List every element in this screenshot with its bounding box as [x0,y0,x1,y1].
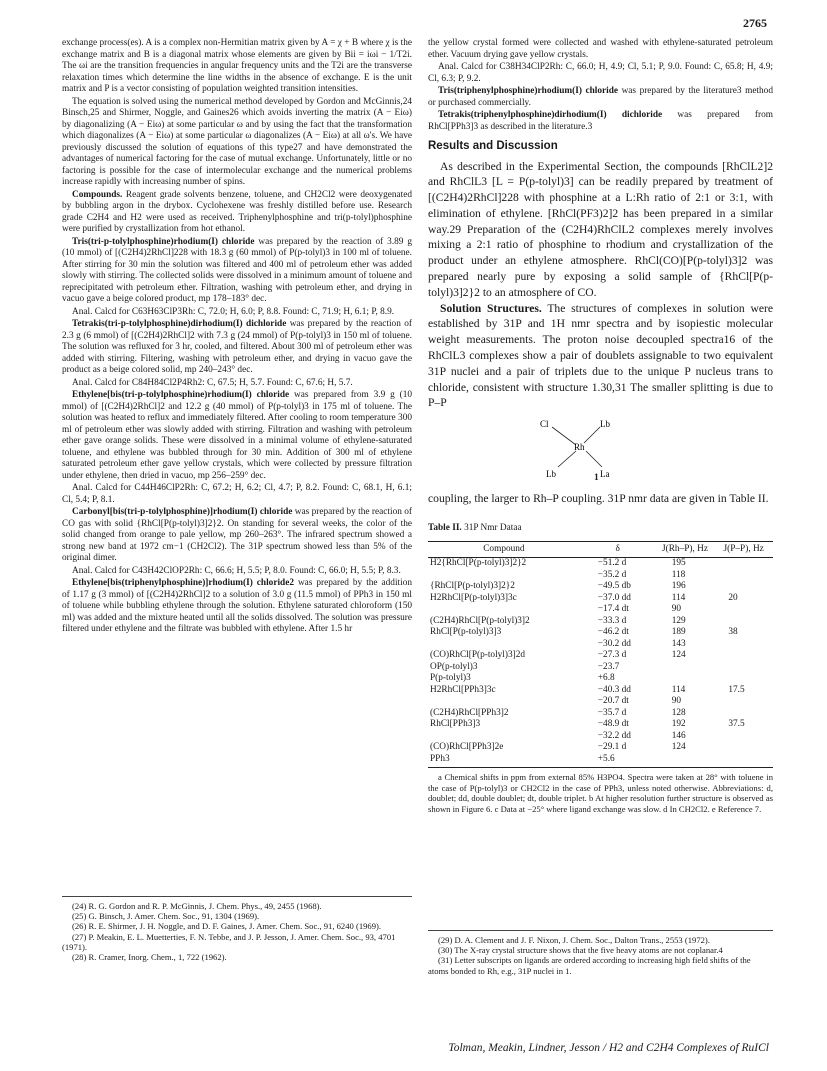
paragraph-text: Anal. Calcd for C84H84Cl2P4Rh2: C, 67.5; H, 5.7. Found: C, 67.6; H, 5.7. [72,377,353,388]
cell-j-pp: 20 [728,592,738,603]
paragraph [62,578,412,636]
cell-compound: RhCl[P(p-tolyl)3]3 [430,627,502,638]
paragraph-text: Anal. Calcd for C63H63ClP3Rh: C, 72.0; H, 6.0; P, 8.8. Found: C, 71.9; H, 6.1; P, 8.9. [72,306,395,317]
cell-delta: −40.3 dd [597,684,631,695]
table-row [428,570,773,582]
cell-j-rhp: 90 [671,604,681,615]
paragraph [62,190,412,236]
cell-j-rhp [656,673,715,685]
paragraph-text: was prepared by the literature3 method or purchased commercially. [428,86,773,108]
cell-j-rhp: 124 [671,650,686,661]
cell-j-rhp: 90 [671,696,681,707]
cell-j-rhp: 114 [671,592,686,603]
table-row [428,639,773,651]
paragraph [62,38,412,96]
cell-j-rhp [656,754,715,768]
structure-1-diagram [428,415,773,485]
cell-j-rhp: 143 [671,638,686,649]
table-title: 31P Nmr Dataa [464,523,522,534]
cell-j-pp [714,696,773,708]
cell-j-pp [714,708,773,720]
cell-delta: −48.9 dt [597,719,629,730]
cell-j-pp: 37.5 [728,719,745,730]
section-title: Results and Discussion [428,140,558,152]
cell-compound: (CO)RhCl[P(p-tolyl)3]2d [430,650,526,661]
cell-j-pp [714,616,773,628]
paragraph-subheading: Ethylene[bis(tri-p-tolylphosphine)rhodium(I) chloride [72,390,290,400]
paragraph [428,62,773,85]
running-footer: Tolman, Meakin, Lindner, Jesson / H2 and C2H4 Complexes of RuICl [448,1042,769,1054]
paragraph [62,319,412,377]
cell-compound [428,731,580,743]
cell-j-rhp: 128 [671,707,686,718]
reference-item: (29) D. A. Clement and J. F. Nixon, J. Chem. Soc., Dalton Trans., 2553 (1972). [438,935,710,945]
table-row [428,708,773,720]
table-row [428,593,773,605]
reference-item: (25) G. Binsch, J. Amer. Chem. Soc., 91, 1304 (1969). [72,911,260,922]
cell-delta: +5.6 [580,754,656,768]
references-left [62,896,412,962]
paragraph [428,86,773,109]
reference-item: (26) R. E. Shirmer, J. H. Noggle, and D. F. Gaines, J. Amer. Chem. Soc., 91, 6240 (1969). [72,921,382,932]
paragraph-text: The equation is solved using the numerical method developed by Gordon and McGinnis,24 Binsch,25 and Shirmer, Noggle, and Gaines26 which avoids inverting the matrix (A − Eiω) by diagonalizing (A − Eiω) at some particular ω and by using the fact that the transformation which diagonalizes (A − Eiω) at some particular ω diagonalizes (A − Eiω) at all ω's. We have previously discussed the solution of equations of this type27 and have demonstrated the advantages of numerical factoring for the case of mutual exchange. Unfortunately, little or no factoring is possible for the case of intermolecular exchange and the numerical problems increase rapidly with increasing number of spins. [62,96,412,187]
paragraph-text: Reagent grade solvents benzene, toluene, and CH2Cl2 were deoxygenated by bubbling argon in the drybox. Cyclohexene was freshly distilled before use. Research grade C2H4 and H2 were used as received. Triphenylphosphine and tri(p-tolyl)phosphine were purified by crystallization from hot ethanol. [62,189,412,234]
cell-delta: −35.7 d [597,707,627,718]
paragraph-subheading: Carbonyl[bis(tri-p-tolylphosphine)]rhodium(I) chloride [72,507,293,517]
cell-j-rhp: 114 [671,684,686,695]
col-header-j-pp: J(P–P), Hz [714,541,773,558]
table-row [428,627,773,639]
solution-structures-paragraph [428,301,773,412]
cell-delta: −29.1 d [597,742,627,753]
table-row [428,731,773,743]
cell-compound: (C2H4)RhCl[PPh3]2 [430,707,509,718]
paragraph-subheading: Tetrakis(tri-p-tolylphosphine)dirhodium(I) dichloride [72,319,287,329]
cell-compound: P(p-tolyl)3 [430,673,471,684]
table-row [428,581,773,593]
paragraph [428,38,773,61]
cell-j-rhp: 192 [671,719,686,730]
atom-la: La [600,469,610,480]
cell-compound: OP(p-tolyl)3 [430,661,478,672]
paragraph-text: Anal. Calcd for C44H46ClP2Rh: C, 67.2; H, 6.2; Cl, 4.7; P, 8.2. Found: C, 68.1, H, 6.1; Cl, 5.4; P, 8.1. [62,483,412,505]
solution-structures-text: The structures of complexes in solution were established by 31P and 1H nmr spectra and by isopiestic molecular weight measurements. The proton noise decoupled spectra16 of the RhClL3 complexes show a pair of doublets assignable to two equivalent 31P nuclei and a pair of triplets due to the unique P nucleus trans to chloride, consistent with structure 1.30,31 The smaller splitting is due to P–P [428,301,773,410]
cell-j-pp [714,570,773,582]
solution-structures-heading: Solution Structures. [440,301,542,315]
cell-compound: RhCl[PPh3]3 [430,719,481,730]
cell-compound [428,639,580,651]
cell-compound: (C2H4)RhCl[P(p-tolyl)3]2 [430,615,530,626]
cell-delta: −33.3 d [597,615,627,626]
cell-j-pp [714,650,773,662]
cell-compound: {RhCl[P(p-tolyl)3]2}2 [430,581,515,592]
reference-item: (27) P. Meakin, E. L. Muetterties, F. N. Tebbe, and J. P. Jesson, J. Amer. Chem. Soc., 93, 4701 (1971). [62,931,396,952]
bond-rh-la [586,451,602,467]
right-column-experimental [428,38,773,133]
cell-j-rhp: 195 [671,558,686,569]
paragraph-text: was prepared by the reaction of 2.3 g (6 mmol) of [(C2H4)2RhCl]2 with 7.3 g (24 mmol) of P(p-tolyl)3 in 150 ml of toluene. The solution was refluxed for 3 hr, cooled, and filtered. About 300 ml of petroleum ether was added with stirring. Filtering, washing with petroleum ether, and drying in vacuo gave the product as a beige colored solid, mp 240–243° dec. [62,319,412,375]
cell-compound [428,604,580,616]
cell-j-rhp: 124 [671,742,686,753]
cell-delta: −17.4 dt [597,604,629,615]
cell-delta: −35.2 d [597,569,627,580]
paragraph-text: was prepared from 3.9 g (10 mmol) of [(C2H4)2RhCl]2 and 12.2 g (40 mmol) of P(p-tolyl)3 in 175 ml of toluene. The solution was heated to reflux and immediately filtered. After cooling to room temperature 300 ml of petroleum ether was slowly added with stirring. Filtration and washing with petroleum ether gave orange solids. These were dissolved in a minimal volume of ethylene-saturated toluene, and ethylene was bubbled through for 30 min. Addition of 300 ml of ethylene saturated petroleum ether gave yellow crystals, which were collected by pressure filtration under ethylene, then dried in vacuo, mp 256–259° dec. [62,390,412,481]
paragraph-text: was prepared by the reaction of 3.89 g (10 mmol) of [(C2H4)2RhCl]228 with 18.3 g (60 mmol) of P(p-tolyl)3 in 100 ml of toluene. After stirring for 30 min the solution was filtered and 400 ml of petroleum ether was added slowly with stirring. The collected solids were dissolved in a minimum amount of toluene and reprecipitated with petroleum ether. Filtration, washing with petroleum ether, and drying in vacuo gave a beige colored product, mp 178–183° dec. [62,236,413,304]
discussion-paragraph: As described in the Experimental Section, the compounds [RhClL2]2 and RhClL3 [L = P(p-tolyl)3] can be readily prepared by treatment of [(C2H4)2RhCl]228 with phosphine at a L:Rh ratio of 2:1 or 3:1, with elimination of ethylene. [RhCl(PF3)2]2 has been prepared in a similar way.29 Preparation of the (C2H4)RhClL2 complexes merely involves mixing a 2:1 ratio of phosphine to rhodium and crystallization of the product under an ethylene atmosphere. RhCl(CO)[P(p-tolyl)3]2 was prepared nearly pure by exposing a solid sample of {RhCl[P(p-tolyl)3]2}2 to an atmosphere of CO. [428,159,773,299]
table-row [428,685,773,697]
cell-j-pp: 17.5 [728,684,745,695]
cell-delta: −30.2 dd [597,638,631,649]
paragraph [428,110,773,133]
cell-compound: PPh3 [428,754,580,768]
cell-j-rhp: 146 [671,730,686,741]
atom-lb-bottom: Lb [546,469,556,480]
table-row [428,616,773,628]
cell-j-rhp [656,662,715,674]
cell-j-pp [714,673,773,685]
paragraph-text: was prepared by the reaction of CO gas with solid {RhCl[P(p-tolyl)3]2}2. On standing for several weeks, the color of the solid changed from orange to pale yellow, mp 260–263°. The infrared spectrum showed a strong new band at 1972 cm−1 (CH2Cl2). The 31P spectrum showed less than 5% of the original dimer. [62,507,412,563]
paragraph [62,307,412,319]
table-footnote: a Chemical shifts in ppm from external 85% H3PO4. Spectra were taken at 28° with toluene in the case of P(p-tolyl)3 or CH2Cl2 in the case of PPh3, unless noted otherwise. Abbreviations: d, doublet; dd, double doublet; dt, double triplet. b At higher resolution further structure is observed as shown in Figure 6. c Data at −25° where ligand exchange was slow. d In CH2Cl2. e Reference 7. [428,772,773,814]
paragraph [62,237,412,306]
paragraph-subheading: Ethylene[bis(triphenylphosphine)]rhodium(I) chloride2 [72,578,294,588]
right-column [428,38,773,815]
cell-j-pp: 38 [728,627,738,638]
paragraph-text: the yellow crystal formed were collected and washed with ethylene-saturated petroleum ether. Vacuum drying gave yellow crystals. [428,38,773,60]
reference-item: (24) R. G. Gordon and R. P. McGinnis, J. Chem. Phys., 49, 2455 (1968). [72,901,322,911]
cell-delta: −23.7 [597,661,620,672]
atom-cl: Cl [540,419,549,430]
page-number: 2765 [743,16,767,30]
cell-compound: H2RhCl[P(p-tolyl)3]3c [430,592,517,603]
cell-j-pp [714,731,773,743]
cell-j-pp [714,742,773,754]
bond-rh-lb-bottom [558,451,576,467]
cell-delta: −51.2 d [597,558,627,569]
paragraph [62,390,412,482]
cell-j-rhp: 189 [671,627,686,638]
cell-j-pp [714,581,773,593]
cell-compound: H2RhCl[PPh3]3c [430,684,496,695]
cell-j-rhp: 129 [671,615,686,626]
paragraph [62,507,412,565]
table-row [428,662,773,674]
bond-cl-rh [552,427,576,445]
paragraph [62,483,412,506]
references-right [428,930,773,976]
table-row [428,673,773,685]
cell-compound [428,570,580,582]
cell-delta: −20.7 dt [597,696,629,707]
cell-delta: −46.2 dt [597,627,629,638]
table-label: Table II. [428,523,462,534]
paragraph-text: was prepared from RhCl[PPh3]3 as described in the literature.3 [428,110,773,132]
cell-delta: −49.5 db [597,581,631,592]
cell-j-pp [714,639,773,651]
table-row [428,742,773,754]
cell-delta: −37.0 dd [597,592,631,603]
atom-rh: Rh [574,442,585,453]
paragraph-text: Anal. Calcd for C43H42ClOP2Rh: C, 66.6; H, 5.5; P, 8.0. Found: C, 66.0; H, 5.5; P, 8.3. [72,565,401,576]
structure-1-svg [528,415,648,483]
paragraph [62,566,412,578]
paragraph-subheading: Tris(tri-p-tolylphosphine)rhodium(I) chloride [72,236,255,247]
reference-item: (30) The X-ray crystal structure shows that the five heavy atoms are not coplanar.4 [438,945,723,956]
paragraph [62,378,412,390]
paragraph-text: was prepared by the addition of 1.17 g (3 mmol) of [(C2H4)2RhCl]2 to a solution of 3.0 g (11.5 mmol) of PPh3 in 150 ml of toluene while bubbling ethylene through the solution. Ethylene saturated chloroform (150 ml) was added and the mixture heated until all the solids dissolved. The solution was pressure filtered under ethylene and the filtrate was bubbled with ethylene. After 1.5 hr [62,578,412,634]
table-row [428,650,773,662]
paragraph-subheading: Compounds. [72,189,123,200]
cell-compound [428,696,580,708]
cell-j-rhp: 196 [671,581,686,592]
atom-lb-top: Lb [600,419,610,430]
cell-compound: H2{RhCl[P(p-tolyl)3]2}2 [430,558,527,569]
left-column [62,38,412,637]
col-header-j-rhp: J(Rh–P), Hz [656,541,715,558]
paragraph-subheading: Tris(triphenylphosphine)rhodium(I) chloride [438,86,619,96]
nmr-data-table [428,541,773,769]
structure-number: 1 [594,473,599,484]
table-row [428,558,773,570]
table-row [428,696,773,708]
table-row [428,604,773,616]
cell-compound: (CO)RhCl[PPh3]2e [430,742,504,753]
col-header-compound: Compound [428,541,580,558]
cell-j-pp [714,662,773,674]
paragraph-text: exchange process(es). A is a complex non-Hermitian matrix given by A = χ + B where χ is the exchange matrix and B is a diagonal matrix whose elements are given by Bii = iωi − 1/T2i. The ωi are the transition frequencies in angular frequency units and the T2i are the transverse relaxation times which determine the line widths in the absence of exchange. E is the unit matrix and P is a vector consisting of population weighted transition intensities. [62,38,412,94]
cell-j-pp [714,558,773,570]
cell-j-rhp: 118 [671,569,686,580]
col-header-delta: δ [580,541,656,558]
cell-delta: +6.8 [597,673,615,684]
paragraph [62,97,412,189]
paragraph-text: Anal. Calcd for C38H34ClP2Rh: C, 66.0; H, 4.9; Cl, 5.1; P, 9.0. Found: C, 65.8; H, 4.9; Cl, 6.3; P, 9.2. [428,62,773,84]
bond-lb-rh-top [584,427,600,443]
table-row [428,754,773,768]
cell-delta: −32.2 dd [597,730,631,741]
table-caption [428,523,773,535]
table-row [428,719,773,731]
reference-item: (31) Letter subscripts on ligands are ordered according to increasing high field shifts of the atoms bonded to Rh, e.g., 31P nuclei in 1. [428,955,751,976]
discussion-paragraph-cont: coupling, the larger to Rh–P coupling. 31P nmr data are given in Table II. [428,492,769,506]
cell-j-pp [714,604,773,616]
cell-j-pp [714,754,773,768]
cell-delta: −27.3 d [597,650,627,661]
reference-item: (28) R. Cramer, Inorg. Chem., 1, 722 (1962). [72,952,227,963]
paragraph-subheading: Tetrakis(triphenylphosphine)dirhodium(I) dichloride [438,110,663,120]
